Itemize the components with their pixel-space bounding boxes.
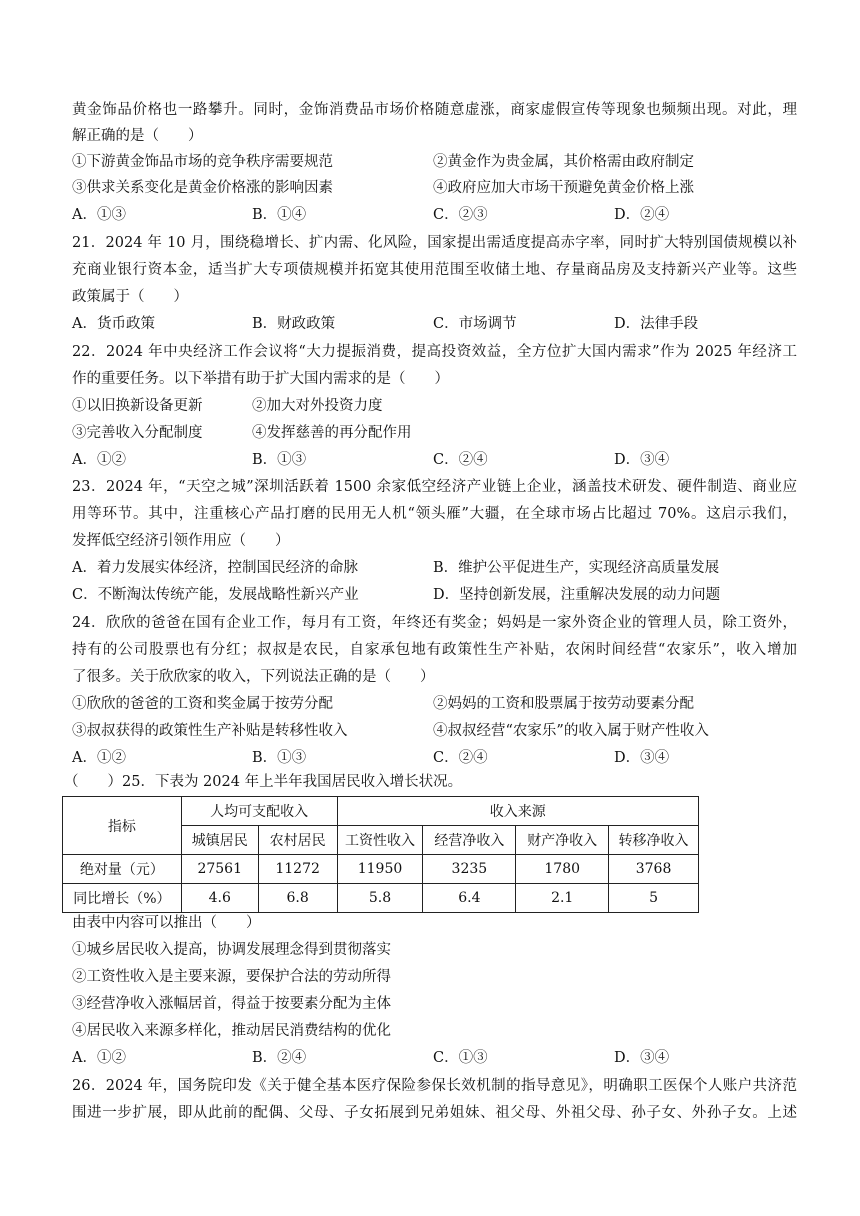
income-table bbox=[62, 796, 699, 913]
table-row bbox=[63, 884, 699, 913]
q21-option-a: A．货币政策 bbox=[72, 316, 155, 332]
q22-option-d: D．③④ bbox=[614, 452, 670, 468]
q24-statement-3: ③叔叔获得的政策性生产补贴是转移性收入 bbox=[72, 723, 348, 739]
q24-stem-line-2: 持有的公司股票也有分红；叔叔是农民，自家承包地有政策性生产补贴，农闲时间经营“农家乐”，收入增加 bbox=[72, 642, 797, 658]
q21-stem-line-1: 21．2024 年 10 月，围绕稳增长、扩内需、化风险，国家提出需适度提高赤字率，同时扩大特别国债规模以补 bbox=[72, 235, 797, 251]
q20-statement-1: ①下游黄金饰品市场的竞争秩序需要规范 bbox=[72, 154, 333, 170]
q24-option-a: A．①② bbox=[72, 750, 126, 766]
q20-option-d: D．②④ bbox=[614, 207, 670, 223]
table-cell: 2.1 bbox=[516, 884, 609, 913]
table-col-header: 城镇居民 bbox=[181, 826, 258, 855]
q21-option-d: D．法律手段 bbox=[614, 316, 699, 332]
table-header-indicator: 指标 bbox=[63, 797, 182, 855]
table-cell: 3768 bbox=[609, 855, 699, 884]
q20-option-a: A．①③ bbox=[72, 207, 126, 223]
table-header-disposable-income: 人均可支配收入 bbox=[181, 797, 337, 826]
q24-option-d: D．③④ bbox=[614, 750, 670, 766]
q25-option-c: C．①③ bbox=[433, 1050, 488, 1066]
table-row-label: 绝对量（元） bbox=[63, 855, 182, 884]
table-cell: 11950 bbox=[337, 855, 423, 884]
q26-stem-line-2: 围进一步扩展，即从此前的配偶、父母、子女拓展到兄弟姐妹、祖父母、外祖父母、孙子女、外孙子女。上述 bbox=[72, 1105, 797, 1121]
q23-option-c: C．不断淘汰传统产能，发展战略性新兴产业 bbox=[72, 587, 359, 603]
table-header-income-source: 收入来源 bbox=[337, 797, 698, 826]
q21-stem-line-3: 政策属于（ ） bbox=[72, 289, 188, 305]
q24-option-c: C．②④ bbox=[433, 750, 488, 766]
q25-statement-2: ②工资性收入是主要来源，要保护合法的劳动所得 bbox=[72, 969, 391, 985]
q22-stem-line-1: 22．2024 年中央经济工作会议将“大力提振消费，提高投资效益，全方位扩大国内需求”作为 2025 年经济工 bbox=[72, 344, 797, 360]
q20-option-b: B．①④ bbox=[252, 207, 307, 223]
table-cell: 6.4 bbox=[423, 884, 516, 913]
q23-stem-line-2: 用等环节。其中，注重核心产品打磨的民用无人机“领头雁”大疆，在全球市场占比超过 70%。这启示我们， bbox=[72, 506, 797, 522]
table-cell: 3235 bbox=[423, 855, 516, 884]
q24-statement-2: ②妈妈的工资和股票属于按劳动要素分配 bbox=[433, 696, 694, 712]
q25-intro: （ ）25．下表为 2024 年上半年我国居民收入增长状况。 bbox=[64, 774, 463, 790]
q23-stem-line-1: 23．2024 年，“天空之城”深圳活跃着 1500 余家低空经济产业链上企业，涵盖技术研发、硬件制造、商业应 bbox=[72, 479, 797, 495]
q23-option-d: D．坚持创新发展，注重解决发展的动力问题 bbox=[433, 587, 721, 603]
table-cell: 6.8 bbox=[258, 884, 337, 913]
q24-stem-line-3: 了很多。关于欣欣家的收入，下列说法正确的是（ ） bbox=[72, 669, 435, 685]
table-cell: 4.6 bbox=[181, 884, 258, 913]
table-col-header: 经营净收入 bbox=[423, 826, 516, 855]
table-cell: 11272 bbox=[258, 855, 337, 884]
table-cell: 5.8 bbox=[337, 884, 423, 913]
q20-statement-4: ④政府应加大市场干预避免黄金价格上涨 bbox=[433, 180, 694, 196]
q22-statement-1: ①以旧换新设备更新 bbox=[72, 398, 203, 414]
q21-option-c: C．市场调节 bbox=[433, 316, 517, 332]
q22-option-c: C．②④ bbox=[433, 452, 488, 468]
q20-statement-2: ②黄金作为贵金属，其价格需由政府制定 bbox=[433, 154, 694, 170]
q25-option-b: B．②④ bbox=[252, 1050, 307, 1066]
q22-statement-3: ③完善收入分配制度 bbox=[72, 425, 203, 441]
q21-option-b: B．财政政策 bbox=[252, 316, 336, 332]
q20-stem-line-1: 黄金饰品价格也一路攀升。同时，金饰消费品市场价格随意虚涨，商家虚假宣传等现象也频频出现。对此，理 bbox=[72, 102, 797, 118]
q23-option-a: A．着力发展实体经济，控制国民经济的命脉 bbox=[72, 560, 358, 576]
q23-option-b: B．维护公平促进生产，实现经济高质量发展 bbox=[433, 560, 720, 576]
table-col-header: 财产净收入 bbox=[516, 826, 609, 855]
q24-stem-line-1: 24．欣欣的爸爸在国有企业工作，每月有工资，年终还有奖金；妈妈是一家外资企业的管理人员，除工资外， bbox=[72, 615, 797, 631]
q25-stem: 由表中内容可以推出（ ） bbox=[72, 915, 261, 931]
q24-option-b: B．①③ bbox=[252, 750, 307, 766]
q25-statement-1: ①城乡居民收入提高，协调发展理念得到贯彻落实 bbox=[72, 942, 391, 958]
q25-option-d: D．③④ bbox=[614, 1050, 670, 1066]
q21-stem-line-2: 充商业银行资本金，适当扩大专项债规模并拓宽其使用范围至收储土地、存量商品房及支持新兴产业等。这些 bbox=[72, 262, 797, 278]
q22-statement-4: ④发挥慈善的再分配作用 bbox=[252, 425, 412, 441]
q20-stem-line-2: 解正确的是（ ） bbox=[72, 128, 203, 144]
q22-stem-line-2: 作的重要任务。以下举措有助于扩大国内需求的是（ ） bbox=[72, 371, 449, 387]
table-col-header: 农村居民 bbox=[258, 826, 337, 855]
q25-statement-3: ③经营净收入涨幅居首，得益于按要素分配为主体 bbox=[72, 996, 391, 1012]
q20-statement-3: ③供求关系变化是黄金价格涨的影响因素 bbox=[72, 180, 333, 196]
table-cell: 27561 bbox=[181, 855, 258, 884]
table-col-header: 工资性收入 bbox=[337, 826, 423, 855]
table-row bbox=[63, 855, 699, 884]
q24-statement-1: ①欣欣的爸爸的工资和奖金属于按劳分配 bbox=[72, 696, 333, 712]
q22-option-a: A．①② bbox=[72, 452, 126, 468]
q25-statement-4: ④居民收入来源多样化，推动居民消费结构的优化 bbox=[72, 1023, 391, 1039]
q22-statement-2: ②加大对外投资力度 bbox=[252, 398, 383, 414]
q25-option-a: A．①② bbox=[72, 1050, 126, 1066]
table-header-row-1 bbox=[63, 797, 699, 826]
q26-stem-line-1: 26．2024 年，国务院印发《关于健全基本医疗保险参保长效机制的指导意见》，明确职工医保个人账户共济范 bbox=[72, 1078, 797, 1094]
table-col-header: 转移净收入 bbox=[609, 826, 699, 855]
q23-stem-line-3: 发挥低空经济引领作用应（ ） bbox=[72, 533, 290, 549]
q22-option-b: B．①③ bbox=[252, 452, 307, 468]
q24-statement-4: ④叔叔经营“农家乐”的收入属于财产性收入 bbox=[433, 723, 709, 739]
q20-option-c: C．②③ bbox=[433, 207, 488, 223]
table-row-label: 同比增长（%） bbox=[63, 884, 182, 913]
table-cell: 5 bbox=[609, 884, 699, 913]
table-cell: 1780 bbox=[516, 855, 609, 884]
